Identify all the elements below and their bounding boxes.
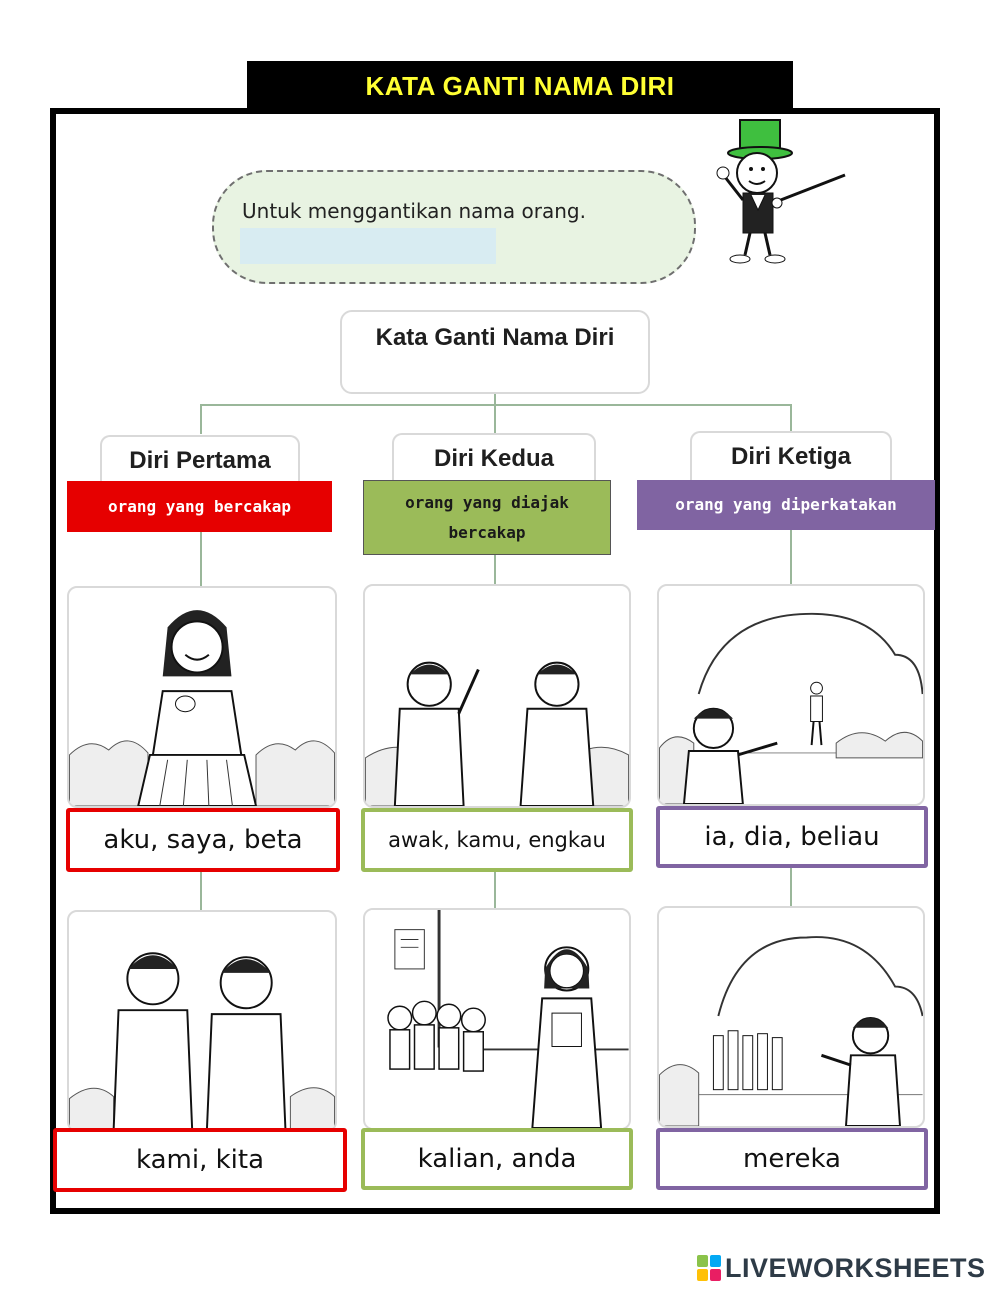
definition-first-person: orang yang bercakap: [67, 481, 332, 532]
definition-third-person: orang yang diperkatakan: [637, 480, 935, 530]
speech-bubble: [212, 170, 696, 284]
definition-second-person: orang yang diajak bercakap: [363, 480, 611, 555]
answer-second-person-singular: awak, kamu, engkau: [361, 808, 633, 872]
answer-third-person-singular: ia, dia, beliau: [656, 806, 928, 868]
connector: [200, 532, 202, 588]
category-third-person: Diri Ketiga: [690, 431, 892, 481]
footer-branding: [697, 1250, 986, 1286]
connector: [494, 404, 496, 434]
connector: [790, 404, 792, 434]
root-node: Kata Ganti Nama Diri: [340, 310, 650, 394]
connector: [200, 404, 202, 434]
connector: [494, 872, 496, 912]
illustration-teacher-with-students: [363, 908, 631, 1130]
footer-brand-text: LIVEWORKSHEETS: [725, 1252, 986, 1283]
bubble-text: Untuk menggantikan nama orang.: [242, 199, 586, 223]
illustration-boy-pointing-group: [657, 906, 925, 1128]
page-title: KATA GANTI NAMA DIRI: [247, 61, 793, 111]
illustration-two-boys-talking: [363, 584, 631, 808]
illustration-girl-speaking: [67, 586, 337, 808]
magician-illustration: [695, 115, 855, 270]
answer-third-person-plural: mereka: [656, 1128, 928, 1190]
answer-blank[interactable]: [240, 228, 496, 264]
connector: [790, 530, 792, 586]
connector: [200, 872, 202, 912]
category-second-person: Diri Kedua: [392, 433, 596, 483]
category-first-person: Diri Pertama: [100, 435, 300, 485]
illustration-two-boys-together: [67, 910, 337, 1132]
answer-first-person-plural: kami, kita: [53, 1128, 347, 1192]
connector: [200, 404, 792, 406]
illustration-boy-pointing-far: [657, 584, 925, 806]
connector: [790, 868, 792, 908]
answer-first-person-singular: aku, saya, beta: [66, 808, 340, 872]
answer-second-person-plural: kalian, anda: [361, 1128, 633, 1190]
liveworksheets-logo-icon: [697, 1255, 721, 1281]
